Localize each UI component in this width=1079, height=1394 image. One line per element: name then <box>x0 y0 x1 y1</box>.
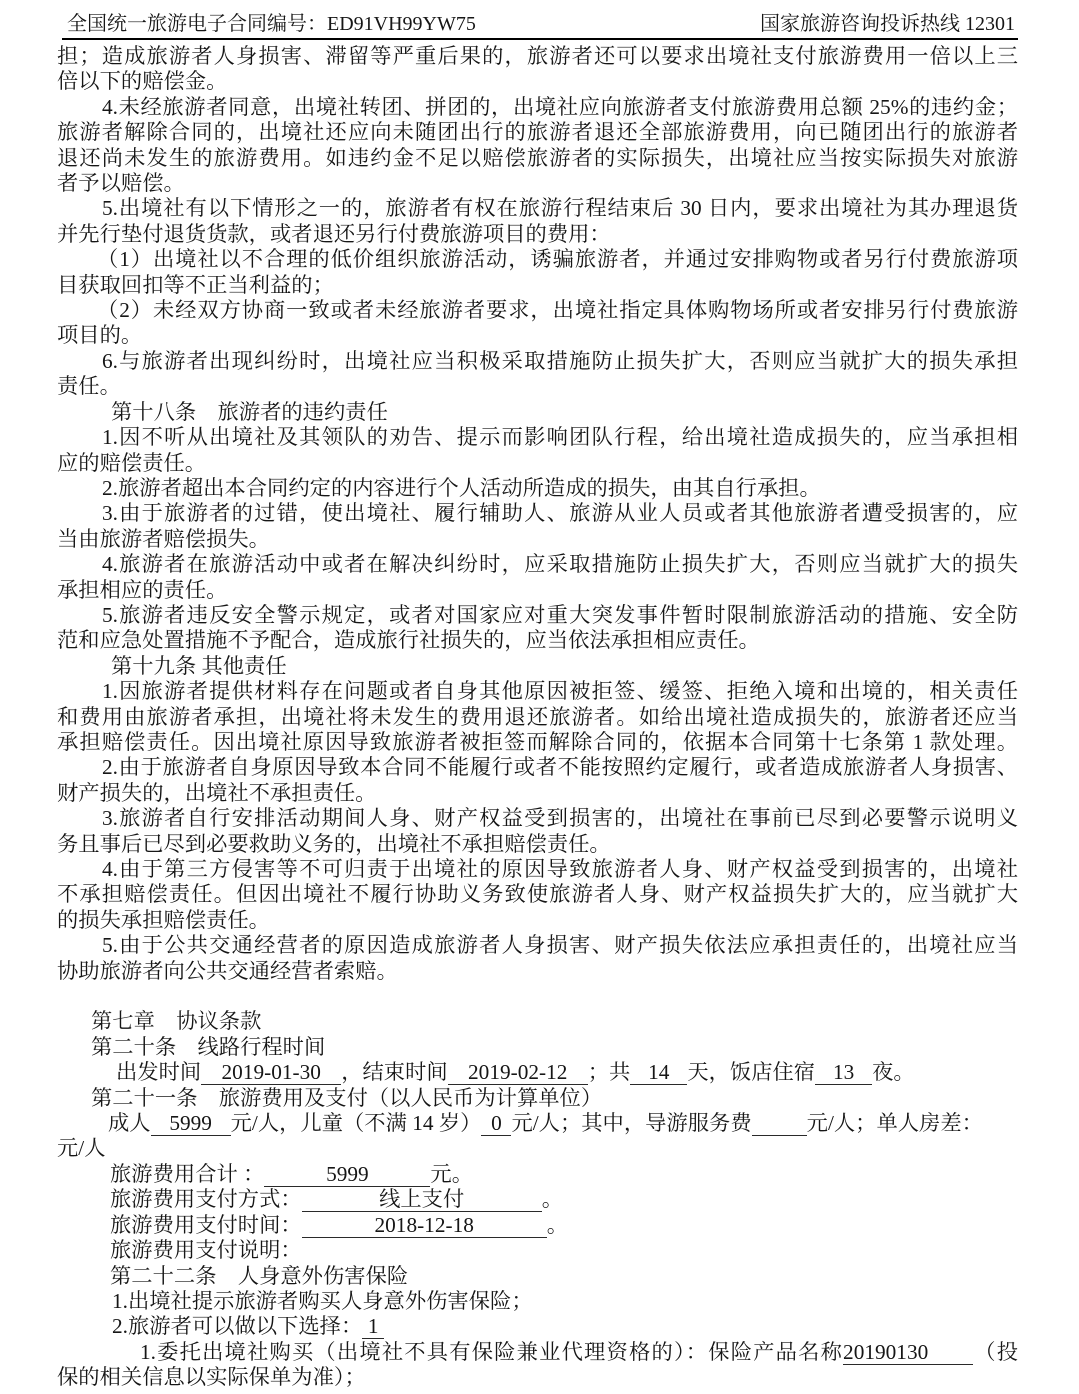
contract-line <box>57 374 1018 399</box>
text-run: 协助旅游者向公共交通经营者索赔。 <box>57 958 398 983</box>
contract-line <box>57 323 1018 348</box>
contract-line <box>57 95 1018 120</box>
text-run: 退还尚未发生的旅游费用。如违约金不足以赔偿旅游者的实际损失，出境社应当按实际损失对旅游 <box>57 145 1018 170</box>
text-run: 财产损失的，出境社不承担责任。 <box>57 780 377 805</box>
text-run: 的损失承担赔偿责任。 <box>57 907 270 932</box>
contract-line <box>57 501 1018 526</box>
text-run: 倍以下的赔偿金。 <box>57 69 228 94</box>
text-run: 2.旅游者超出本合同约定的内容进行个人活动所造成的损失，由其自行承担。 <box>102 475 821 500</box>
contract-line <box>57 857 1018 882</box>
contract-line <box>57 44 1018 69</box>
text-run: （1）出境社以不合理的低价组织旅游活动，诱骗旅游者，并通过安排购物或者另行付费旅游项 <box>97 247 1018 272</box>
contract-line <box>57 298 1018 323</box>
form-field-value: 2018-12-18 <box>302 1214 547 1238</box>
text-run: 担；造成旅游者人身损害、滞留等严重后果的，旅游者还可以要求出境社支付旅游费用一倍以上三 <box>57 44 1018 68</box>
text-run: 1.因旅游者提供材料存在问题或者自身其他原因被拒签、缓签、拒绝入境和出境的，相关责任 <box>102 679 1018 704</box>
text-run: （投 <box>973 1339 1018 1364</box>
text-run: 和费用由旅游者承担，出境社将未发生的费用退还旅游者。如给出境社造成损失的，旅游者还应当 <box>57 704 1018 729</box>
text-run: 承担赔偿责任。因出境社原因导致旅游者被拒签而解除合同的，依据本合同第十七条第 1 款处理。 <box>57 729 1018 754</box>
contract-line <box>57 1264 1018 1289</box>
contract-line <box>57 781 1018 806</box>
form-field-value: 2019-02-12 <box>448 1061 588 1085</box>
contract-line <box>57 425 1018 450</box>
contract-line <box>57 1060 1018 1085</box>
contract-line <box>57 959 1018 984</box>
text-run: 6.与旅游者出现纠纷时，出境社应当积极采取措施防止损失扩大，否则应当就扩大的损失承担 <box>102 348 1018 373</box>
text-run: 旅游费用支付时间： <box>110 1212 302 1237</box>
text-run: 责任。 <box>57 374 121 399</box>
text-run: 范和应急处置措施不予配合，造成旅行社损失的，应当依法承担相应责任。 <box>57 628 760 653</box>
contract-line <box>57 451 1018 476</box>
contract-line <box>57 578 1018 603</box>
contract-line <box>57 196 1018 221</box>
text-run: 元。 <box>430 1161 474 1186</box>
text-run: 5.由于公共交通经营者的原因造成旅游者人身损害、财产损失依法应承担责任的，出境社应当 <box>102 933 1018 958</box>
text-run: 元/人；单人房差： <box>806 1111 983 1136</box>
text-run: 务且事后已尽到必要救助义务的，出境社不承担赔偿责任。 <box>57 831 611 856</box>
contract-line <box>57 654 1018 679</box>
contract-line <box>57 146 1018 171</box>
form-field-value: 5999 <box>264 1163 430 1187</box>
text-run: 第二十二条 人身意外伤害保险 <box>110 1263 409 1288</box>
contract-line <box>57 527 1018 552</box>
contract-line <box>57 908 1018 933</box>
text-run: 旅游费用支付说明： <box>110 1238 302 1263</box>
contract-line <box>57 1162 1018 1187</box>
text-run: 第十九条 其他责任 <box>111 653 287 678</box>
contract-line <box>57 1009 1018 1034</box>
form-field-value: 14 <box>630 1061 687 1085</box>
contract-line <box>57 1289 1018 1314</box>
text-run: 第十八条 旅游者的违约责任 <box>111 399 388 424</box>
form-field-value: 5999 <box>151 1112 231 1136</box>
text-run: 1.出境社提示旅游者购买人身意外伤害保险； <box>112 1288 533 1313</box>
text-run: 。 <box>541 1187 563 1212</box>
complaint-hotline: 国家旅游咨询投诉热线 12301 <box>760 13 1015 35</box>
text-run: 不承担赔偿责任。但因出境社不履行协助义务致使旅游者人身、财产权益损失扩大的，应当就扩大 <box>57 882 1018 907</box>
text-run: 1.因不听从出境社及其领队的劝告、提示而影响团队行程，给出境社造成损失的，应当承担相 <box>102 425 1018 450</box>
text-run: 元/人 <box>57 1136 106 1161</box>
form-field-value: 1 <box>362 1315 384 1339</box>
contract-line <box>57 933 1018 958</box>
contract-line <box>57 552 1018 577</box>
text-run: 3.旅游者自行安排活动期间人身、财产权益受到损害的，出境社在事前已尽到必要警示说明义 <box>102 806 1018 831</box>
contract-line <box>57 400 1018 425</box>
form-field-value: 20190130 <box>843 1341 973 1365</box>
contract-line <box>57 1187 1018 1212</box>
contract-line <box>57 755 1018 780</box>
contract-line <box>57 1314 1018 1339</box>
form-field-value <box>752 1112 807 1136</box>
text-run: 出发时间 <box>116 1060 202 1085</box>
contract-line <box>57 679 1018 704</box>
text-run: 第七章 协议条款 <box>91 1009 262 1034</box>
contract-line <box>57 1340 1018 1365</box>
contract-line <box>57 273 1018 298</box>
text-run: 4.旅游者在旅游活动中或者在解决纠纷时，应采取措施防止损失扩大，否则应当就扩大的损失 <box>102 552 1018 577</box>
text-run: 天，饭店住宿 <box>687 1060 816 1085</box>
contract-line <box>57 1238 1018 1263</box>
text-run: 旅游费用支付方式： <box>110 1187 302 1212</box>
contract-line <box>57 806 1018 831</box>
contract-line <box>57 984 1018 1009</box>
text-run: 旅游费用合计 ： <box>110 1161 265 1186</box>
contract-line <box>57 1086 1018 1111</box>
text-run: 目获取回扣等不正当利益的； <box>57 272 334 297</box>
text-run: 保的相关信息以实际保单为准）； <box>57 1365 366 1390</box>
contract-line <box>57 1035 1018 1060</box>
text-run: （2）未经双方协商一致或者未经旅游者要求，出境社指定具体购物场所或者安排另行付费旅游 <box>97 298 1018 323</box>
text-run: 夜。 <box>872 1060 915 1085</box>
text-run: 并先行垫付退货货款，或者退还另行付费旅游项目的费用： <box>57 221 611 246</box>
contract-line <box>57 882 1018 907</box>
text-run: 第二十条 线路行程时间 <box>91 1034 326 1059</box>
form-field-value: 线上支付 <box>302 1188 542 1212</box>
text-run: 第二十一条 旅游费用及支付（以人民币为计算单位） <box>91 1085 603 1110</box>
text-run: ；共 <box>587 1060 631 1085</box>
contract-body <box>57 44 1018 1391</box>
text-run: ，结束时间 <box>341 1060 448 1085</box>
text-run: 元/人，儿童（不满 14 岁） <box>230 1111 482 1136</box>
text-run: 旅游者解除合同的，出境社还应向未随团出行的旅游者退还全部旅游费用，向已随团出行的旅游者 <box>57 120 1018 145</box>
text-run: 承担相应的责任。 <box>57 577 228 602</box>
form-field-value: 2019-01-30 <box>201 1061 341 1085</box>
text-run: 。 <box>546 1212 568 1237</box>
text-run: 元/人；其中，导游服务费 <box>511 1111 752 1136</box>
text-run: 成人 <box>108 1111 151 1136</box>
contract-line <box>57 222 1018 247</box>
contract-line <box>57 603 1018 628</box>
contract-line <box>57 69 1018 94</box>
text-run: 3.由于旅游者的过错，使出境社、履行辅助人、旅游从业人员或者其他旅游者遭受损害的，应 <box>102 501 1018 526</box>
text-run: 2.旅游者可以做以下选择： <box>112 1314 363 1339</box>
text-run: 当由旅游者赔偿损失。 <box>57 526 270 551</box>
contract-line <box>57 1213 1018 1238</box>
contract-line <box>57 120 1018 145</box>
contract-line <box>57 705 1018 730</box>
contract-line <box>57 628 1018 653</box>
contract-line <box>57 349 1018 374</box>
text-run: 5.出境社有以下情形之一的，旅游者有权在旅游行程结束后 30 日内，要求出境社为其办理退货 <box>102 196 1018 221</box>
contract-line <box>57 1136 1018 1161</box>
contract-line <box>57 1111 1018 1136</box>
page-header <box>0 0 1079 36</box>
contract-line <box>57 476 1018 501</box>
form-field-value: 0 <box>481 1112 511 1136</box>
contract-line <box>57 1365 1018 1390</box>
form-field-value: 13 <box>815 1061 872 1085</box>
contract-line <box>57 832 1018 857</box>
text-run: 2.由于旅游者自身原因导致本合同不能履行或者不能按照约定履行，或者造成旅游者人身损害、 <box>102 755 1018 780</box>
text-run: 项目的。 <box>57 323 143 348</box>
text-run: 者予以赔偿。 <box>57 171 185 196</box>
contract-line <box>57 171 1018 196</box>
text-run: 1.委托出境社购买（出境社不具有保险兼业代理资格的）：保险产品名称 <box>140 1339 844 1364</box>
contract-number: 全国统一旅游电子合同编号：ED91VH99YW75 <box>67 13 476 35</box>
header-divider <box>62 38 1018 40</box>
text-run: 应的赔偿责任。 <box>57 450 207 475</box>
text-run: 5.旅游者违反安全警示规定，或者对国家应对重大突发事件暂时限制旅游活动的措施、安全防 <box>102 602 1018 627</box>
contract-line <box>57 247 1018 272</box>
contract-line <box>57 730 1018 755</box>
text-run: 4.由于第三方侵害等不可归责于出境社的原因导致旅游者人身、财产权益受到损害的，出境社 <box>102 857 1018 881</box>
text-run: 4.未经旅游者同意，出境社转团、拼团的，出境社应向旅游者支付旅游费用总额 25%的违约金； <box>102 94 1018 119</box>
